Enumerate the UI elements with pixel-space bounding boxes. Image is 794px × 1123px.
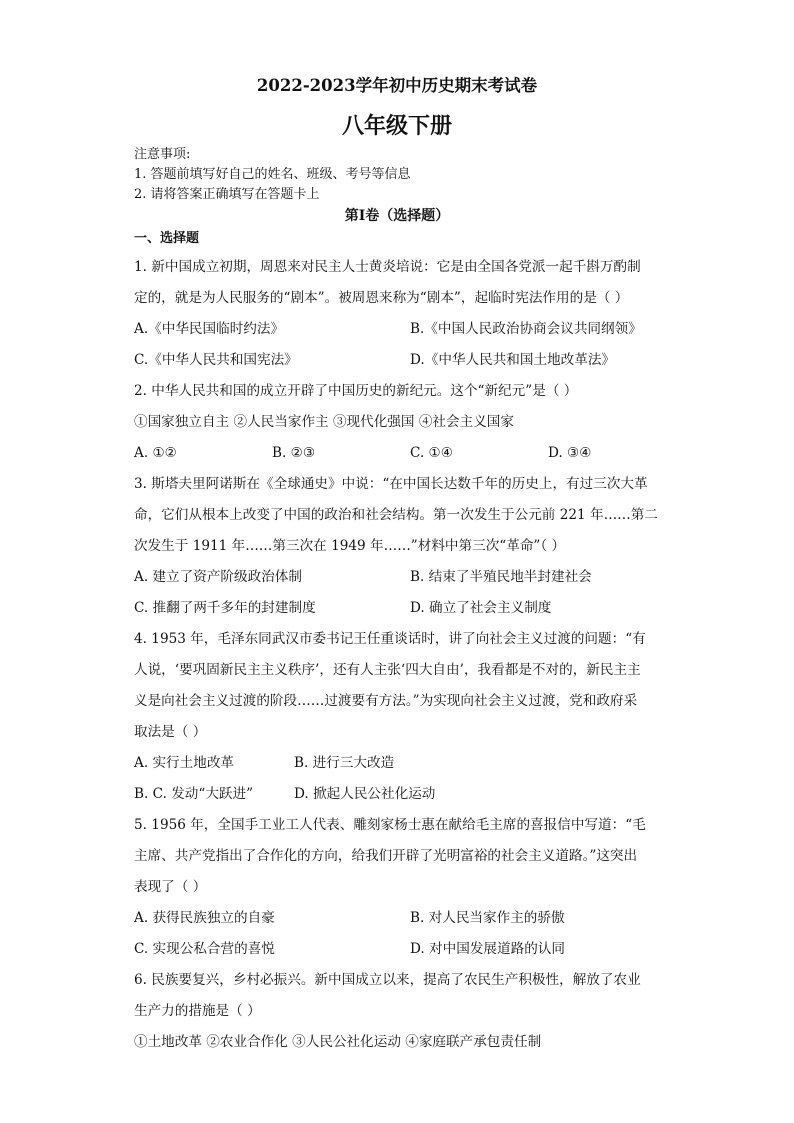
question-text: 生产力的措施是（ ）: [134, 1003, 261, 1019]
option-a[interactable]: A. 实行土地改革: [134, 755, 235, 771]
option-b[interactable]: B. 对人民当家作主的骄傲: [410, 910, 565, 926]
option-c[interactable]: B. C. 发动“大跃进”: [134, 786, 254, 802]
option-row: [134, 779, 666, 810]
option-c[interactable]: C. ①④: [410, 445, 453, 461]
question-text: 6. 民族要复兴，乡村必振兴。新中国成立以来，提高了农民生产积极性，解放了农业: [134, 972, 641, 988]
question-2: [134, 376, 666, 469]
option-d[interactable]: D. 确立了社会主义制度: [410, 600, 552, 616]
option-b[interactable]: B. 进行三大改造: [294, 755, 395, 771]
option-row: [134, 345, 666, 376]
notes-heading: 注意事项:: [134, 147, 191, 162]
volume-heading: 第I卷（选择题）: [344, 208, 450, 224]
notes-item: 1. 答题前填写好自己的姓名、班级、考号等信息: [134, 167, 411, 182]
option-row: [134, 934, 666, 965]
question-3: [134, 469, 666, 624]
option-row: [134, 562, 666, 593]
question-text: 2. 中华人民共和国的成立开辟了中国历史的新纪元。这个“新纪元”是（ ）: [134, 383, 578, 399]
option-b[interactable]: B. 结束了半殖民地半封建社会: [410, 569, 592, 585]
question-text: 5. 1956 年，全国手工业工人代表、雕刻家杨士惠在献给毛主席的喜报信中写道：“毛: [134, 817, 646, 833]
question-text: 定的，就是为人民服务的“剧本”。被周恩来称为“剧本”，起临时宪法作用的是（ ）: [134, 290, 629, 306]
question-text: 主席、共产党指出了合作化的方向，给我们开辟了光明富裕的社会主义道路。”这突出: [134, 848, 638, 864]
option-row: [134, 748, 666, 779]
option-row: [134, 438, 666, 469]
exam-subtitle: 八年级下册: [341, 113, 452, 139]
notes-item: 2. 请将答案正确填写在答题卡上: [134, 187, 320, 202]
option-row: [134, 903, 666, 934]
option-d[interactable]: D.《中华人民共和国土地改革法》: [410, 352, 616, 368]
option-a[interactable]: A. ①②: [134, 445, 177, 461]
question-text: 4. 1953 年，毛泽东同武汉市委书记王任重谈话时，讲了向社会主义过渡的问题：“有: [134, 631, 646, 647]
section-heading: 一、选择题: [134, 231, 200, 246]
option-a[interactable]: A. 获得民族独立的自豪: [134, 910, 275, 926]
option-b[interactable]: B. ②③: [272, 445, 316, 461]
question-6: [134, 965, 666, 1058]
question-text: 人说，‘要巩固新民主主义秩序’，还有人主张‘四大自由’，我看都是不对的，新民主主: [134, 662, 641, 678]
question-text: 3. 斯塔夫里阿诺斯在《全球通史》中说：“在中国长达数千年的历史上，有过三次大革: [134, 476, 648, 492]
option-a[interactable]: A.《中华民国临时约法》: [134, 321, 285, 337]
option-d[interactable]: D. ③④: [548, 445, 592, 461]
question-text: 取法是（ ）: [134, 724, 207, 740]
option-d[interactable]: D. 掀起人民公社化运动: [294, 786, 436, 802]
notes-block: [134, 145, 411, 205]
option-row: [134, 314, 666, 345]
question-text: 次发生于 1911 年……第三次在 1949 年……”材料中第三次“革命”（ ）: [134, 538, 566, 554]
option-c[interactable]: C. 实现公私合营的喜悦: [134, 941, 275, 957]
option-c[interactable]: C.《中华人民共和国宪法》: [134, 352, 298, 368]
question-text: 1. 新中国成立初期，周恩来对民主人士黄炎培说：它是由全国各党派一起千斟万酌制: [134, 259, 641, 275]
question-5: [134, 810, 666, 965]
option-row: [134, 593, 666, 624]
option-d[interactable]: D. 对中国发展道路的认同: [410, 941, 565, 957]
option-a[interactable]: A. 建立了资产阶级政治体制: [134, 569, 302, 585]
question-4: [134, 624, 666, 810]
question-1: [134, 252, 666, 376]
question-text: 义是向社会主义过渡的阶段……过渡要有方法。”为实现向社会主义过渡，党和政府采: [134, 693, 638, 709]
question-list: [134, 252, 666, 1058]
option-b[interactable]: B.《中国人民政治协商会议共同纲领》: [410, 321, 642, 337]
question-text: ①土地改革 ②农业合作化 ③人民公社化运动 ④家庭联产承包责任制: [134, 1034, 542, 1050]
question-text: 命，它们从根本上改变了中国的政治和社会结构。第一次发生于公元前 221 年……第二: [134, 507, 658, 523]
question-text: ①国家独立自主 ②人民当家作主 ③现代化强国 ④社会主义国家: [134, 414, 514, 430]
exam-title: 2022-2023学年初中历史期末考试卷: [256, 76, 538, 95]
option-c[interactable]: C. 推翻了两千多年的封建制度: [134, 600, 316, 616]
question-text: 表现了（ ）: [134, 879, 207, 895]
